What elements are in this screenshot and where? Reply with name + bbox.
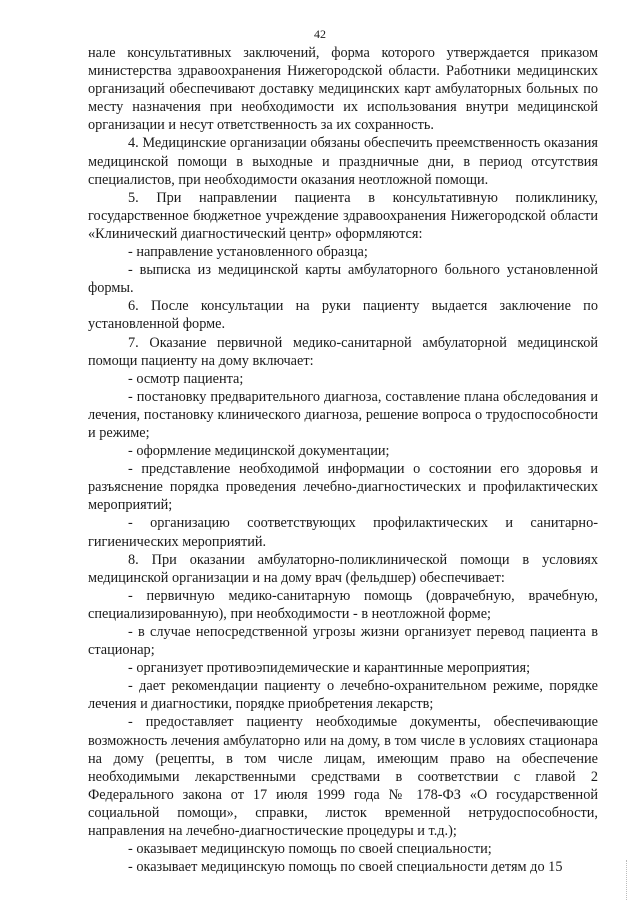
- list-item-epidemic-measures: - организует противоэпидемические и карантинные мероприятия;: [128, 660, 531, 677]
- paragraph-continuation: нале консультативных заключений, форма которого утверждается приказом министерства здравоохранения Нижегородской области. Работники медицинских организаций обеспечивают доставку медицинских карт амбулаторных больных по месту назначения при необходимости их использования внутри медицинской организации и несут ответственность за их сохранность.: [88, 45, 598, 134]
- list-item-recommendations: - дает рекомендации пациенту о лечебно-охранительном режиме, порядке лечения и диагностики, порядке приобретения лекарств;: [88, 678, 598, 713]
- list-item-preventive-measures: - организацию соответствующих профилактических и санитарно-гигиенических мероприятий.: [88, 515, 598, 550]
- document-body: [88, 44, 598, 876]
- page-number: 42: [314, 27, 326, 41]
- list-item-health-information: - представление необходимой информации о состоянии его здоровья и разъяснение порядка проведения лечебно-диагностических и профилактических мероприятий;: [88, 461, 598, 514]
- list-item-specialty-care: - оказывает медицинскую помощь по своей специальности;: [128, 841, 492, 858]
- paragraph-item-6: 6. После консультации на руки пациенту выдается заключение по установленной форме.: [88, 298, 598, 333]
- paragraph-item-8: 8. При оказании амбулаторно-поликлинической помощи в условиях медицинской организации и на дому врач (фельдшер) обеспечивает:: [88, 551, 598, 586]
- list-item-documentation: - оформление медицинской документации;: [128, 443, 390, 460]
- list-item-children-care: - оказывает медицинскую помощь по своей специальности детям до 15: [128, 859, 563, 876]
- list-item-medical-card-extract: - выписка из медицинской карты амбулаторного больного установленной формы.: [88, 262, 598, 297]
- paragraph-item-7: 7. Оказание первичной медико-санитарной амбулаторной медицинской помощи пациенту на дому включает:: [88, 334, 598, 369]
- list-item-primary-care: - первичную медико-санитарную помощь (доврачебную, врачебную, специализированную), при необходимости - в неотложной форме;: [88, 587, 598, 622]
- paragraph-item-5: 5. При направлении пациента в консультативную поликлинику, государственное бюджетное учреждение здравоохранения Нижегородской области «Клинический диагностический центр» оформляются:: [88, 189, 598, 242]
- list-item-diagnosis: - постановку предварительного диагноза, составление плана обследования и лечения, постановку клинического диагноза, решение вопроса о трудоспособности и режиме;: [88, 388, 598, 441]
- scan-edge-marks: [626, 860, 630, 900]
- list-item-hospital-transfer: - в случае непосредственной угрозы жизни организует перевод пациента в стационар;: [88, 624, 598, 659]
- paragraph-item-4: 4. Медицинские организации обязаны обеспечить преемственность оказания медицинской помощи в выходные и праздничные дни, в период отсутствия специалистов, при необходимости оказания неотложной помощи.: [88, 135, 598, 188]
- list-item-documents: - предоставляет пациенту необходимые документы, обеспечивающие возможность лечения амбулаторно или на дому, в том числе в условиях стационара на дому (рецепты, в том числе лицам, имеющим право на обеспечение необходимыми лекарственными средствами в соответствии с главой 2 Федерального закона от 17 июля 1999 года № 178-ФЗ «О государственной социальной помощи», справки, листок временной нетрудоспособности, направления на лечебно-диагностические процедуры и т.д.);: [88, 714, 598, 840]
- list-item-referral-form: - направление установленного образца;: [128, 244, 368, 261]
- list-item-examination: - осмотр пациента;: [128, 370, 244, 387]
